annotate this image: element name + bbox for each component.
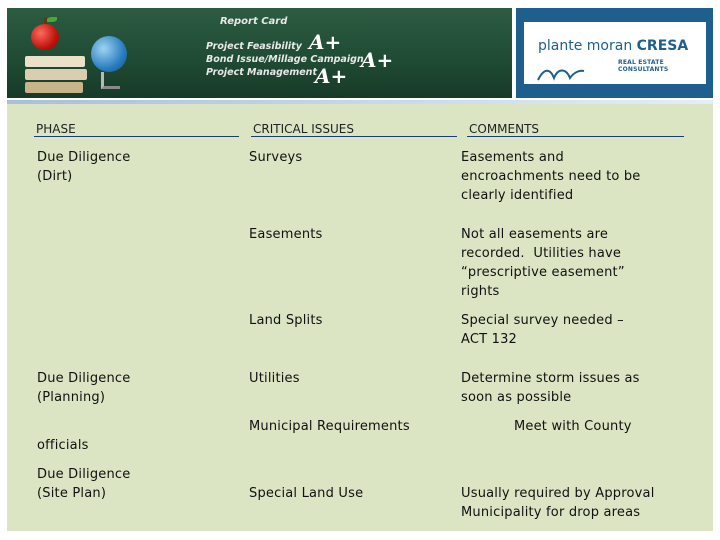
phase-cell: officials [37,438,89,453]
issue-cell: Utilities [249,371,300,386]
header-rule-issues [251,136,457,137]
header-banner [7,8,713,98]
phase-cell: Due Diligence (Dirt) [37,150,131,184]
header-critical-issues: CRITICAL ISSUES [253,122,354,136]
issue-cell: Surveys [249,150,303,165]
header-phase: PHASE [36,122,76,136]
logo-subtitle: REAL ESTATE CONSULTANTS [618,59,669,73]
comment-cell: Not all easements are recorded. Utilities have “prescriptive easement” rights [461,227,625,299]
grade-feasibility: A+ [309,30,342,54]
header-comments: COMMENTS [469,122,540,136]
chalkboard-graphic [7,8,512,98]
issue-cell: Easements [249,227,323,242]
report-card-title: Report Card [220,16,288,27]
grade-bond: A+ [361,48,394,72]
globe-icon [91,36,127,72]
report-line-management: Project Management [206,67,317,78]
report-line-feasibility: Project Feasibility [206,41,302,52]
report-line-bond: Bond Issue/Millage Campaign [206,54,364,65]
company-logo [516,8,713,98]
comment-cell: Meet with County [514,419,632,434]
apple-icon [31,24,59,50]
books-icon [25,56,87,95]
header-rule-comments [467,136,684,137]
logo-name: plante moran CRESA [538,38,689,54]
header-rule-phase [34,136,239,137]
swoosh-icon [536,66,586,82]
grade-management: A+ [315,64,348,88]
comment-cell: Determine storm issues as soon as possible [461,371,640,405]
comment-cell: Special survey needed – ACT 132 [461,313,624,347]
issue-cell: Land Splits [249,313,323,328]
phase-cell: Due Diligence (Site Plan) [37,467,131,501]
issue-cell: Municipal Requirements [249,419,410,434]
phase-cell: Due Diligence (Planning) [37,371,131,405]
issue-cell: Special Land Use [249,486,364,501]
comment-cell: Easements and encroachments need to be clearly identified [461,150,641,203]
comment-cell: Usually required by Approval Municipality for drop areas [461,486,655,520]
